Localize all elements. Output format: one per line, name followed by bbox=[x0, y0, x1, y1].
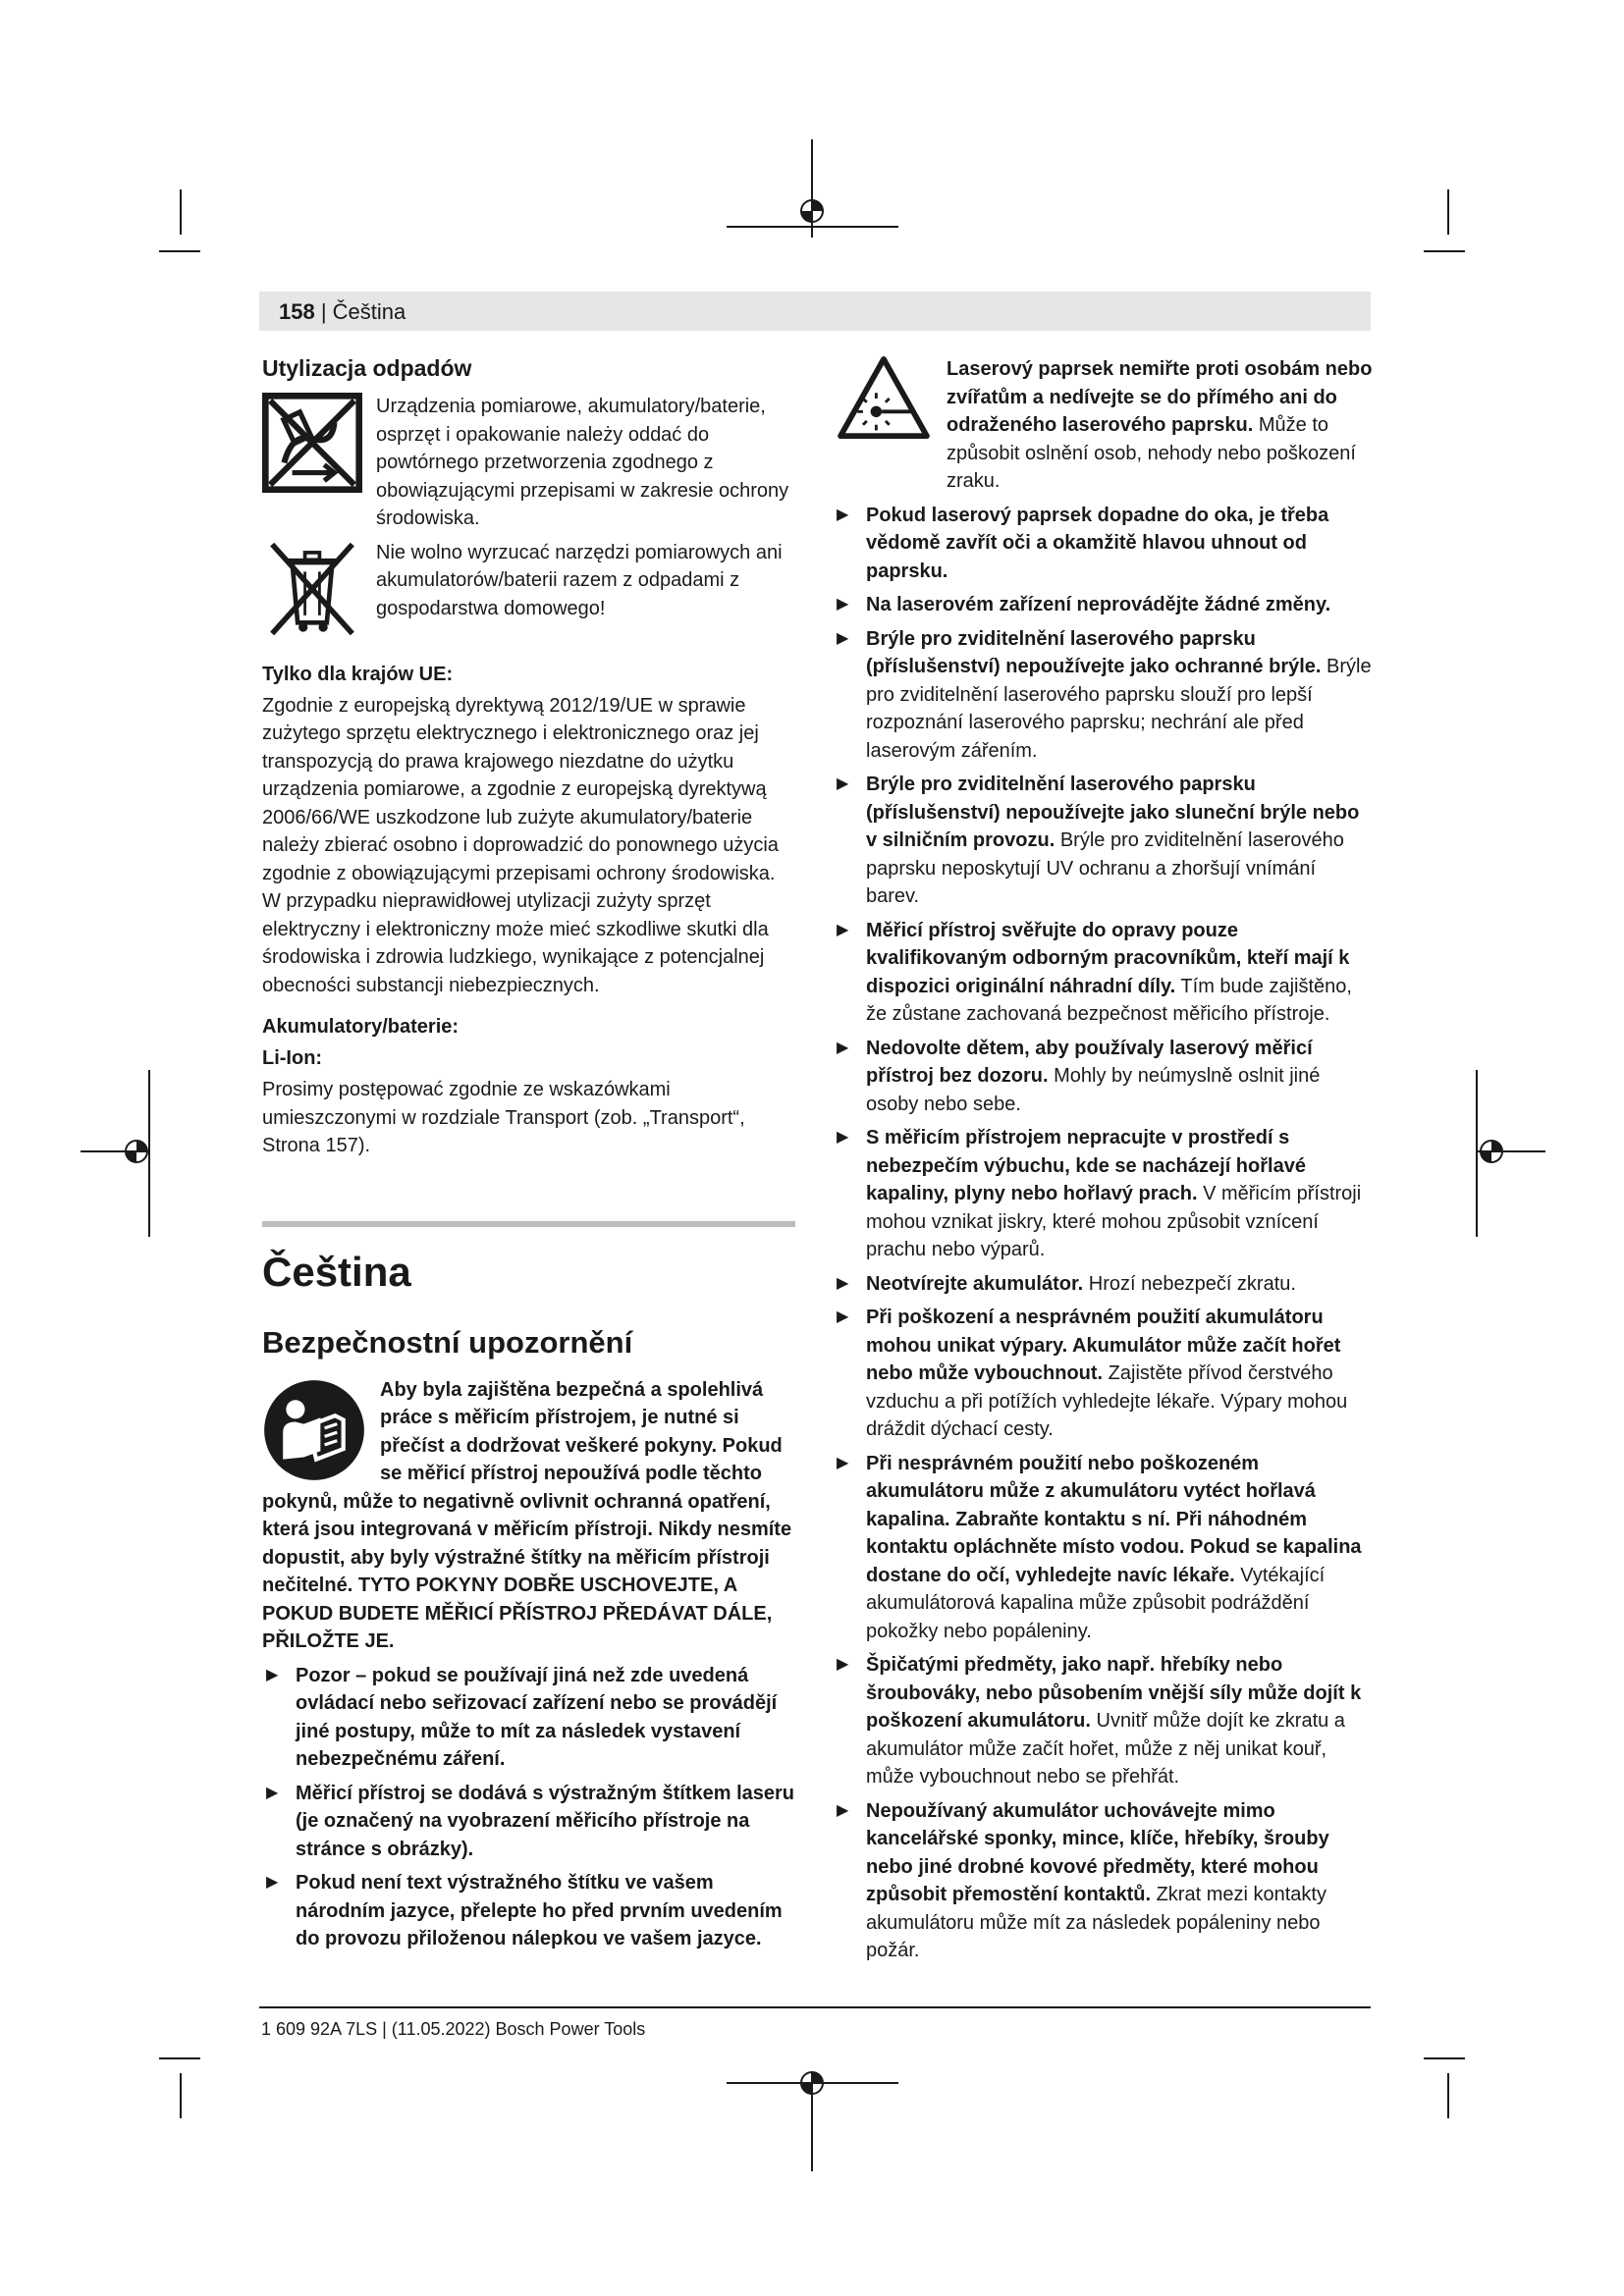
crop-mark bbox=[159, 2057, 200, 2059]
list-item: ▶ Nedovolte dětem, aby používaly laserový měřicí přístroj bez dozoru. Mohly by neúmyslně oslnit jiné osoby nebo sebe. bbox=[837, 1035, 1373, 1119]
laser-warning-icon bbox=[837, 355, 931, 440]
list-item: ▶ S měřicím přístrojem nepracujte v prostředí s nebezpečím výbuchu, kde se nacházejí hořlavé kapaliny, plyny nebo hořlavý prach. V měřicím přístroji mohou vznikat jiskry, které mohou způsobit vznícení prachu nebo výparů. bbox=[837, 1124, 1373, 1264]
recycle-tools-icon bbox=[262, 393, 362, 493]
list-item: ▶ Pokud laserový paprsek dopadne do oka, je třeba vědomě zavřít oči a okamžitě hlavou uhnout od paprsku. bbox=[837, 502, 1373, 586]
crop-mark bbox=[159, 250, 200, 252]
safety-intro-block bbox=[262, 1376, 795, 1656]
bullet-arrow-icon: ▶ bbox=[837, 596, 849, 613]
registration-target-icon bbox=[795, 2066, 829, 2100]
header-separator: | bbox=[314, 299, 333, 324]
crop-mark bbox=[180, 2073, 182, 2118]
bullet-arrow-icon: ▶ bbox=[837, 921, 849, 938]
read-manual-icon bbox=[262, 1378, 366, 1482]
eu-paragraph-1: Zgodnie z europejską dyrektywą 2012/19/UE w sprawie zużytego sprzętu elektrycznego i elektronicznego oraz jej transpozycją do prawa krajowego niezdatne do użytku urządzenia pomiarowe, a zgodnie z europejską dyrektywą 2006/66/WE uszkodzone lub zużyte akumulatory/baterie należy zbierać osobno i doprowadzić do ponownego użycia zgodnie z obowiązującymi przepisami ochrony środowiska. bbox=[262, 694, 779, 884]
liion-paragraph: Prosimy postępować zgodnie ze wskazówkami umieszczonymi w rozdziale Transport (zob. „Transport“, Strona 157). bbox=[262, 1079, 745, 1156]
list-item: ▶ Při nesprávném použití nebo poškozeném akumulátoru může z akumulátoru vytéct hořlavá kapalina. Zabraňte kontaktu s ní. Při náhodném kontaktu opláchněte místo vodou. Pokud se kapalina dostane do očí, vyhledejte navíc lékaře. Vytékající akumulátorová kapalina může způsobit podráždění pokožky nebo popáleniny. bbox=[837, 1450, 1373, 1646]
crop-mark bbox=[1424, 250, 1465, 252]
right-column bbox=[837, 355, 1373, 1971]
disposal-row-2 bbox=[262, 539, 795, 639]
list-item: ▶ Měřicí přístroj svěřujte do opravy pouze kvalifikovaným odborným pracovníkům, kteří mají k dispozici originální náhradní díly. Tím bude zajištěno, že zůstane zachovaná bezpečnost měřicího přístroje. bbox=[837, 917, 1373, 1029]
disposal-paragraph-1: Urządzenia pomiarowe, akumulatory/baterie, osprzęt i opakowanie należy oddać do powtórnego przetworzenia zgodnego z obowiązującymi przepisami w zakresie ochrony środowiska. bbox=[376, 396, 789, 529]
laser-warning-text: Laserový paprsek nemiřte proti osobám nebo zvířatům a nedívejte se do přímého ani do odraženého laserového paprsku. Může to způsobit oslnění osob, nehody nebo poškození zraku. bbox=[947, 358, 1373, 492]
registration-target-icon bbox=[1475, 1135, 1508, 1168]
bullet-arrow-icon: ▶ bbox=[837, 1801, 849, 1819]
liion-heading: Li-Ion: bbox=[262, 1047, 323, 1069]
right-bullet-list bbox=[837, 502, 1373, 1965]
list-item: ▶ Brýle pro zviditelnění laserového paprsku (příslušenství) nepoužívejte jako ochranné brýle. Brýle pro zviditelnění laserového paprsku slouží pro lepší rozpoznání laserového paprsku; nechrání ale před laserovým zářením. bbox=[837, 625, 1373, 766]
crossed-bin-icon bbox=[262, 539, 362, 639]
header-language: Čeština bbox=[332, 299, 406, 324]
crop-mark bbox=[1447, 2073, 1449, 2118]
bullet-arrow-icon: ▶ bbox=[266, 1874, 279, 1891]
bullet-arrow-icon: ▶ bbox=[837, 1308, 849, 1325]
list-item: ▶ Neotvírejte akumulátor. Hrozí nebezpečí zkratu. bbox=[837, 1270, 1373, 1299]
laser-warning-row bbox=[837, 355, 1373, 496]
page-number: 158 bbox=[279, 299, 315, 324]
list-item: ▶ Špičatými předměty, jako např. hřebíky nebo šroubováky, nebo působením vnější síly může dojít k poškození akumulátoru. Uvnitř může dojít ke zkratu a akumulátor může začít hořet, může z něj unikat kouř, může vybouchnout nebo se přehřát. bbox=[837, 1651, 1373, 1791]
safety-intro-text: Aby byla zajištěna bezpečná a spolehlivá práce s měřicím přístrojem, je nutné si přečíst a dodržovat veškeré pokyny. Pokud se měřicí přístroj nepoužívá podle těchto pokynů, může to negativně ovlivnit ochranná opatření, která jsou integrovaná v měřicím přístroji. Nikdy nesmíte dopustit, aby byly výstražné štítky na měřicím přístroji nečitelné. TYTO POKYNY DOBŘE USCHOVEJTE, A POKUD BUDETE MĚŘICÍ PŘÍSTROJ PŘEDÁVAT DÁLE, PŘILOŽTE JE. bbox=[262, 1378, 792, 1652]
bullet-arrow-icon: ▶ bbox=[837, 1656, 849, 1673]
safety-title: Bezpečnostní upozornění bbox=[262, 1324, 633, 1360]
bullet-arrow-icon: ▶ bbox=[837, 1039, 849, 1056]
disposal-heading: Utylizacja odpadów bbox=[262, 355, 472, 381]
list-item: ▶ Měřicí přístroj se dodává s výstražným štítkem laseru (je označený na vyobrazení měřicího přístroje na stránce s obrázky). bbox=[266, 1780, 795, 1864]
language-title: Čeština bbox=[262, 1248, 411, 1295]
footer-rule bbox=[259, 2006, 1371, 2008]
bullet-arrow-icon: ▶ bbox=[837, 775, 849, 792]
crop-mark bbox=[1424, 2057, 1465, 2059]
list-item: ▶ Nepoužívaný akumulátor uchovávejte mimo kancelářské sponky, mince, klíče, hřebíky, šrouby nebo jiné drobné kovové předměty, které mohou způsobit přemostění kontaktů. Zkrat mezi kontakty akumulátoru může mít za následek popáleniny nebo požár. bbox=[837, 1797, 1373, 1965]
list-item: ▶ Pozor – pokud se používají jiná než zde uvedená ovládací nebo seřizovací zařízení nebo se provádějí jiné postupy, může to mít za následek vystavení nebezpečnému záření. bbox=[266, 1662, 795, 1774]
bullet-arrow-icon: ▶ bbox=[837, 1274, 849, 1292]
bullet-arrow-icon: ▶ bbox=[266, 1666, 279, 1683]
bullet-arrow-icon: ▶ bbox=[266, 1784, 279, 1801]
page-header-band bbox=[259, 292, 1371, 331]
battery-heading: Akumulatory/baterie: bbox=[262, 1016, 460, 1038]
bullet-arrow-icon: ▶ bbox=[837, 1454, 849, 1471]
list-item: ▶ Brýle pro zviditelnění laserového paprsku (příslušenství) nepoužívejte jako sluneční brýle nebo v silničním provozu. Brýle pro zviditelnění laserového paprsku neposkytují UV ochranu a zhoršují vnímání barev. bbox=[837, 771, 1373, 911]
disposal-row-1 bbox=[262, 393, 795, 533]
crop-mark bbox=[1447, 189, 1449, 235]
footer-text: 1 609 92A 7LS | (11.05.2022) Bosch Power Tools bbox=[261, 2019, 646, 2039]
eu-paragraph-2: W przypadku nieprawidłowej utylizacji zużyty sprzęt elektryczny i elektroniczny może mieć szkodliwe skutki dla środowiska i zdrowia ludzkiego, wynikające z potencjalnej obecności substancji niebezpiecznych. bbox=[262, 890, 769, 996]
crop-mark bbox=[180, 189, 182, 235]
list-item: ▶ Pokud není text výstražného štítku ve vašem národním jazyce, přelepte ho před prvním uvedením do provozu přiloženou nálepkou ve vašem jazyce. bbox=[266, 1869, 795, 1953]
disposal-paragraph-2: Nie wolno wyrzucać narzędzi pomiarowych ani akumulatorów/baterii razem z odpadami z gospodarstwa domowego! bbox=[376, 541, 783, 619]
left-column bbox=[262, 353, 795, 1959]
left-bullet-list bbox=[262, 1662, 795, 1953]
registration-target-icon bbox=[120, 1135, 153, 1168]
list-item: ▶ Na laserovém zařízení neprovádějte žádné změny. bbox=[837, 591, 1373, 619]
eu-heading: Tylko dla krajów UE: bbox=[262, 663, 454, 685]
bullet-arrow-icon: ▶ bbox=[837, 629, 849, 647]
list-item: ▶ Při poškození a nesprávném použití akumulátoru mohou unikat výpary. Akumulátor může začít hořet nebo může vybouchnout. Zajistěte přívod čerstvého vzduchu a při potížích vyhledejte lékaře. Výpary mohou dráždit dýchací cesty. bbox=[837, 1304, 1373, 1444]
bullet-arrow-icon: ▶ bbox=[837, 1129, 849, 1146]
registration-target-icon bbox=[795, 194, 829, 228]
bullet-arrow-icon: ▶ bbox=[837, 506, 849, 523]
section-separator bbox=[262, 1221, 795, 1227]
page-header bbox=[279, 299, 406, 325]
